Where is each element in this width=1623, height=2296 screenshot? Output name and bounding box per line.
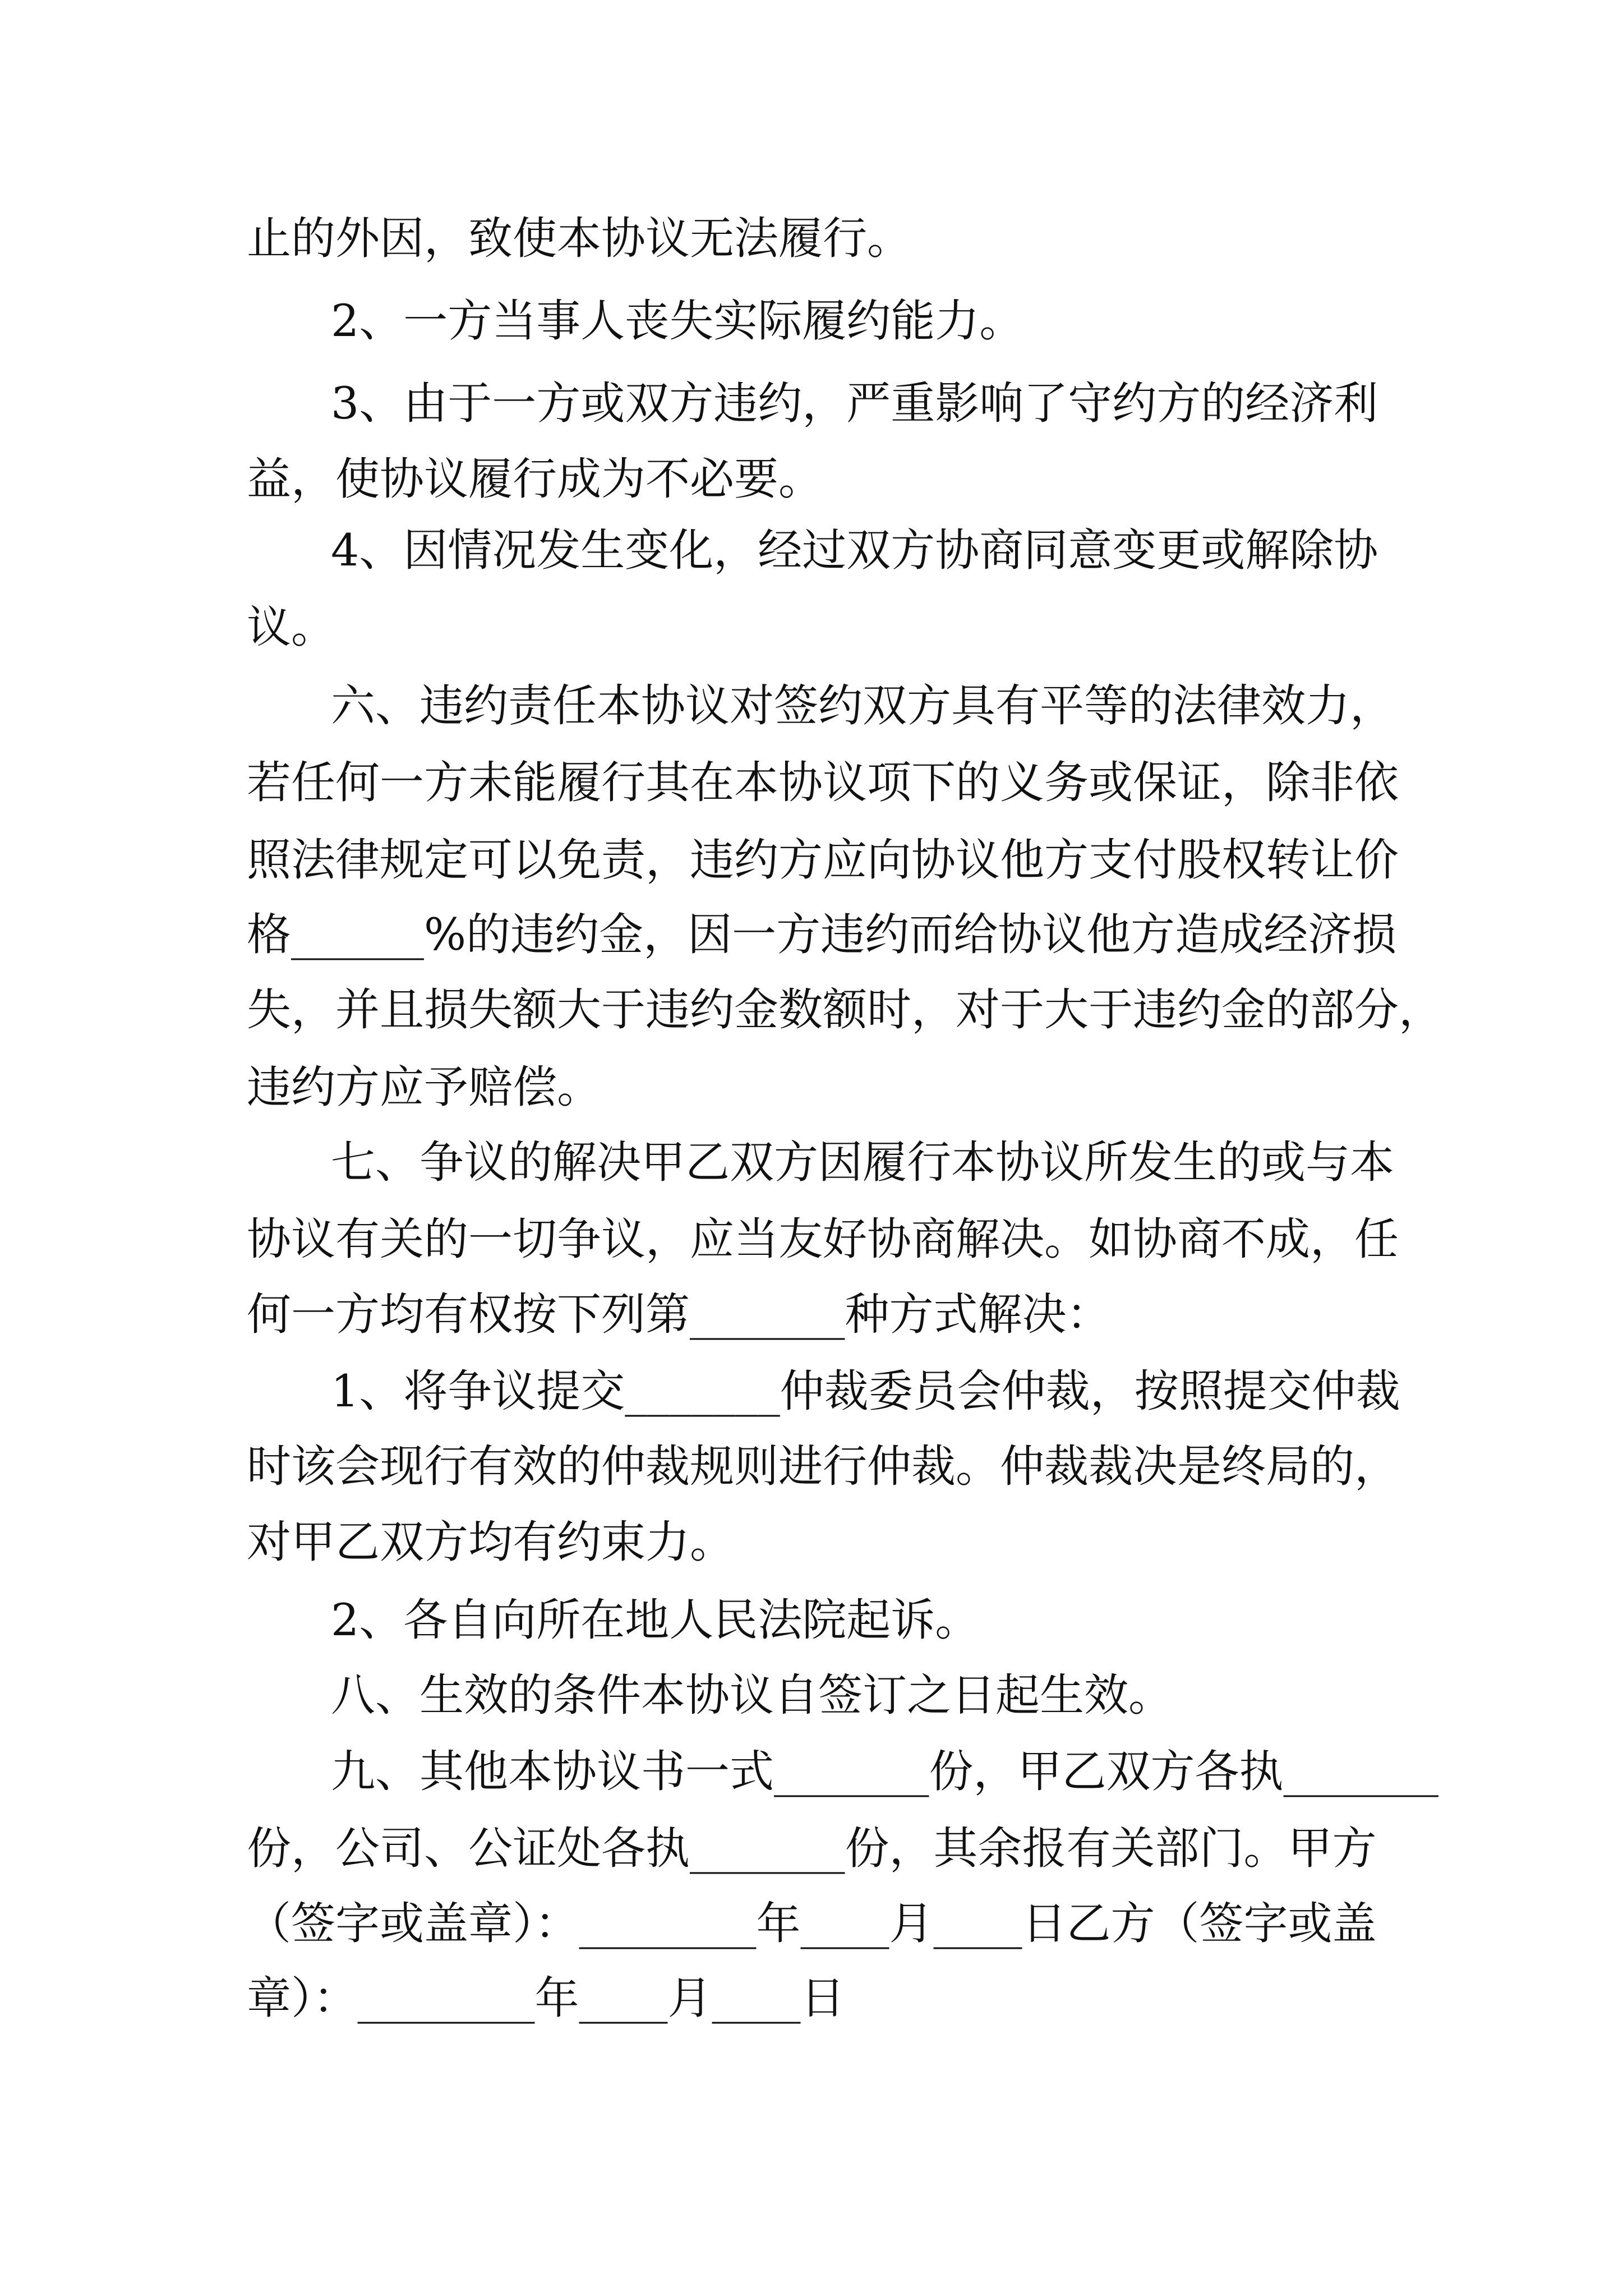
text-line: 4、因情况发生变化，经过双方协商同意变更或解除协 [331,524,1378,576]
text-line: 九、其他本协议书一式_______份，甲乙双方各执_______ [331,1746,1438,1797]
text-line: 对甲乙双方均有约束力。 [247,1516,734,1568]
text-line: 份，公司、公证处各执_______份，其余报有关部门。甲方 [247,1823,1377,1874]
text-line: 2、一方当事人丧失实际履约能力。 [331,295,1024,347]
text-line: 七、争议的解决甲乙双方因履行本协议所发生的或与本 [331,1137,1394,1188]
text-line: 违约方应予赔偿。 [247,1061,601,1113]
text-line: 协议有关的一切争议，应当友好协商解决。如协商不成，任 [247,1213,1399,1265]
text-line: 何一方均有权按下列第_______种方式解决： [247,1289,1111,1340]
text-line: 若任何一方未能履行其在本协议项下的义务或保证，除非依 [247,757,1399,808]
text-line: 1、将争议提交_______仲裁委员会仲裁，按照提交仲裁 [331,1365,1400,1417]
text-line: 益，使协议履行成为不必要。 [247,453,823,505]
text-line: （签字或盖章）：________年____月____日乙方（签字或盖 [247,1898,1377,1949]
text-line: 失，并且损失额大于违约金数额时，对于大于违约金的部分， [247,984,1443,1036]
text-line: 议。 [247,601,335,653]
text-line: 章）：________年____月____日 [247,1972,845,2024]
text-line: 止的外因，致使本协议无法履行。 [247,213,911,264]
text-line: 八、生效的条件本协议自签订之日起生效。 [331,1669,1173,1721]
text-line: 照法律规定可以免责，违约方应向协议他方支付股权转让价 [247,834,1399,886]
text-line: 格______%的违约金，因一方违约而给协议他方造成经济损 [247,909,1397,960]
text-line: 六、违约责任本协议对签约双方具有平等的法律效力， [331,680,1394,731]
text-line: 3、由于一方或双方违约，严重影响了守约方的经济利 [331,378,1378,429]
text-line: 2、各自向所在地人民法院起诉。 [331,1594,980,1646]
text-line: 时该会现行有效的仲裁规则进行仲裁。仲裁裁决是终局的， [247,1441,1399,1492]
